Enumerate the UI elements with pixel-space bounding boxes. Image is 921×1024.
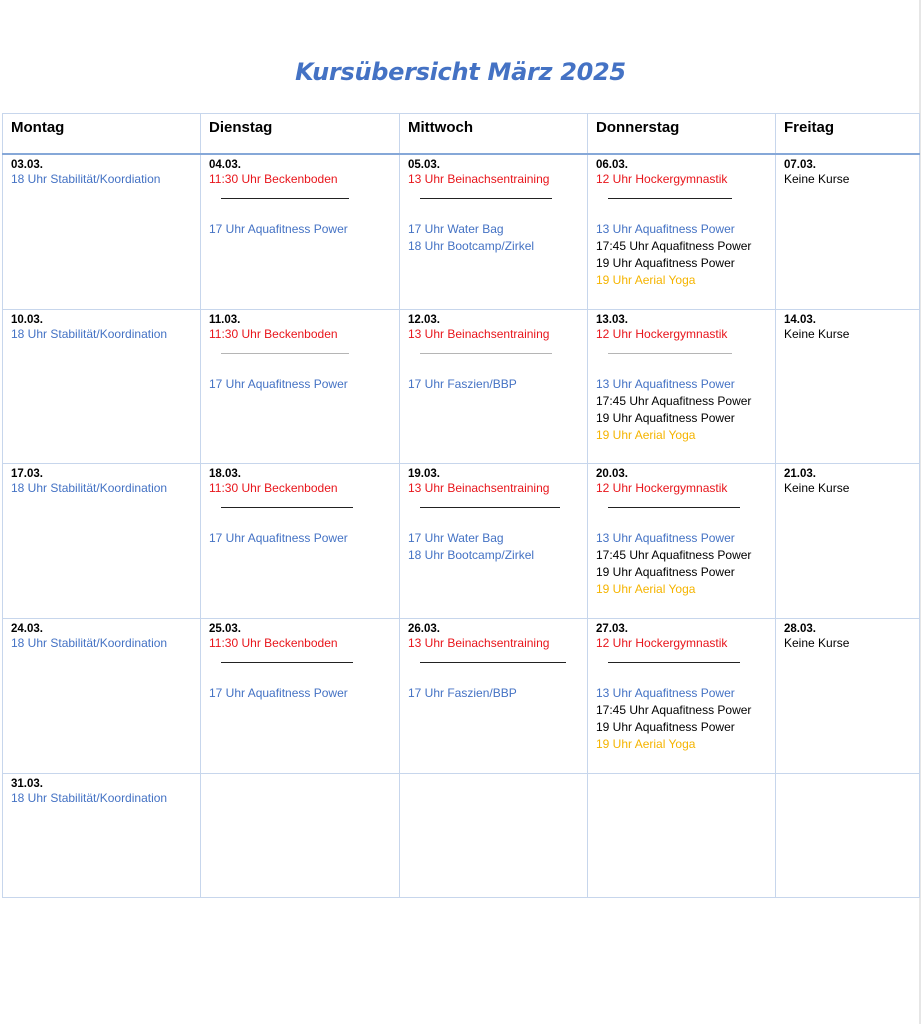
day-date: 13.03. [596, 314, 628, 326]
course-entry: 17:45 Uhr Aquafitness Power [596, 548, 752, 562]
day-cell [201, 154, 400, 310]
course-entry: 17 Uhr Aquafitness Power [209, 377, 348, 391]
course-entry: 13 Uhr Aquafitness Power [596, 531, 735, 545]
day-cell [400, 774, 588, 898]
course-entry: 12 Uhr Hockergymnastik [596, 636, 728, 650]
course-entry: Keine Kurse [784, 171, 850, 186]
day-date: 04.03. [209, 158, 241, 171]
day-cell [201, 774, 400, 898]
separator-line [221, 507, 353, 508]
course-entry: 13 Uhr Aquafitness Power [596, 377, 735, 391]
day-date: 17.03. [11, 468, 43, 480]
course-entry: 11:30 Uhr Beckenboden [209, 171, 338, 186]
day-cell [776, 619, 920, 774]
course-entry: 19 Uhr Aquafitness Power [596, 720, 735, 734]
course-entry: 13 Uhr Aquafitness Power [596, 221, 735, 236]
course-entry: 13 Uhr Beinachsentraining [408, 171, 550, 186]
day-date: 31.03. [11, 778, 43, 790]
day-cell [3, 310, 201, 464]
separator-line [420, 198, 552, 199]
course-entry: 18 Uhr Stabilität/Koordiation [11, 171, 161, 186]
course-entry: 17 Uhr Faszien/BBP [408, 686, 517, 700]
header-freitag: Freitag [776, 114, 920, 154]
course-entry: 17 Uhr Aquafitness Power [209, 531, 348, 545]
weekday-header-row [3, 114, 920, 154]
course-entry: 12 Uhr Hockergymnastik [596, 171, 728, 186]
day-cell [776, 310, 920, 464]
page-title: Kursübersicht März 2025 [295, 58, 626, 86]
course-entry: 13 Uhr Beinachsentraining [408, 327, 550, 341]
day-cell [776, 154, 920, 310]
course-entry: 18 Uhr Stabilität/Koordination [11, 481, 168, 495]
course-entry: 18 Uhr Stabilität/Koordination [11, 327, 168, 341]
course-entry: 19 Uhr Aerial Yoga [596, 582, 696, 596]
week-row [3, 774, 920, 898]
course-entry: 17:45 Uhr Aquafitness Power [596, 238, 752, 253]
course-entry: 18 Uhr Stabilität/Koordination [11, 791, 168, 805]
course-entry: 17 Uhr Water Bag [408, 531, 504, 545]
day-cell [588, 774, 776, 898]
day-date: 19.03. [408, 468, 440, 480]
day-cell [400, 154, 588, 310]
day-date: 24.03. [11, 623, 43, 635]
day-date: 20.03. [596, 468, 628, 480]
course-entry: 11:30 Uhr Beckenboden [209, 327, 338, 341]
separator-line [608, 198, 732, 199]
course-entry: 18 Uhr Bootcamp/Zirkel [408, 238, 535, 253]
day-cell [3, 154, 201, 310]
course-entry: 17 Uhr Water Bag [408, 221, 504, 236]
header-donnerstag: Donnerstag [588, 114, 776, 154]
separator-line [608, 507, 740, 508]
week-row [3, 619, 920, 774]
day-date: 14.03. [784, 314, 816, 326]
course-entry: 17:45 Uhr Aquafitness Power [596, 703, 752, 717]
separator-line [420, 507, 560, 508]
day-date: 25.03. [209, 623, 241, 635]
course-entry: 13 Uhr Beinachsentraining [408, 636, 550, 650]
course-entry: Keine Kurse [784, 636, 850, 650]
separator-line [608, 662, 740, 663]
day-cell [588, 154, 776, 310]
day-date: 28.03. [784, 623, 816, 635]
day-cell [201, 310, 400, 464]
course-entry: 18 Uhr Bootcamp/Zirkel [408, 548, 535, 562]
day-cell [201, 464, 400, 619]
course-entry: 17 Uhr Aquafitness Power [209, 221, 348, 236]
course-entry: 19 Uhr Aerial Yoga [596, 272, 696, 287]
week-row [3, 310, 920, 464]
day-date: 10.03. [11, 314, 43, 326]
day-date: 11.03. [209, 314, 241, 326]
course-entry: Keine Kurse [784, 327, 850, 341]
course-entry: 17 Uhr Faszien/BBP [408, 377, 517, 391]
day-cell [400, 619, 588, 774]
calendar-body [3, 154, 920, 898]
day-date: 12.03. [408, 314, 440, 326]
course-entry: 18 Uhr Stabilität/Koordination [11, 636, 168, 650]
day-cell [400, 310, 588, 464]
course-entry: Keine Kurse [784, 481, 850, 495]
day-cell [400, 464, 588, 619]
day-cell [588, 464, 776, 619]
day-cell [3, 464, 201, 619]
course-entry: 11:30 Uhr Beckenboden [209, 481, 338, 495]
course-entry: 12 Uhr Hockergymnastik [596, 327, 728, 341]
header-dienstag: Dienstag [201, 114, 400, 154]
week-row [3, 464, 920, 619]
course-entry: 17:45 Uhr Aquafitness Power [596, 394, 752, 408]
day-date: 18.03. [209, 468, 241, 480]
day-date: 21.03. [784, 468, 816, 480]
day-date: 27.03. [596, 623, 628, 635]
day-cell [201, 619, 400, 774]
day-cell [776, 464, 920, 619]
course-entry: 19 Uhr Aerial Yoga [596, 737, 696, 751]
course-entry: 17 Uhr Aquafitness Power [209, 686, 348, 700]
course-entry: 19 Uhr Aquafitness Power [596, 565, 735, 579]
day-date: 05.03. [408, 158, 440, 171]
day-cell [588, 619, 776, 774]
separator-line [608, 353, 732, 354]
course-entry: 13 Uhr Aquafitness Power [596, 686, 735, 700]
separator-line [420, 662, 566, 663]
course-entry: 19 Uhr Aquafitness Power [596, 255, 735, 270]
separator-line [221, 198, 349, 199]
separator-line [221, 662, 353, 663]
day-cell [588, 310, 776, 464]
course-entry: 12 Uhr Hockergymnastik [596, 481, 728, 495]
day-date: 06.03. [596, 158, 628, 171]
day-cell [3, 774, 201, 898]
week-row [3, 154, 920, 310]
separator-line [420, 353, 552, 354]
day-date: 03.03. [11, 158, 43, 171]
day-cell [3, 619, 201, 774]
separator-line [221, 353, 349, 354]
day-date: 26.03. [408, 623, 440, 635]
day-date: 07.03. [784, 158, 816, 171]
course-calendar-table [2, 113, 920, 898]
course-entry: 13 Uhr Beinachsentraining [408, 481, 550, 495]
course-entry: 19 Uhr Aquafitness Power [596, 411, 735, 425]
day-cell [776, 774, 920, 898]
course-entry: 19 Uhr Aerial Yoga [596, 428, 696, 442]
header-montag: Montag [3, 114, 201, 154]
header-mittwoch: Mittwoch [400, 114, 588, 154]
course-entry: 11:30 Uhr Beckenboden [209, 636, 338, 650]
